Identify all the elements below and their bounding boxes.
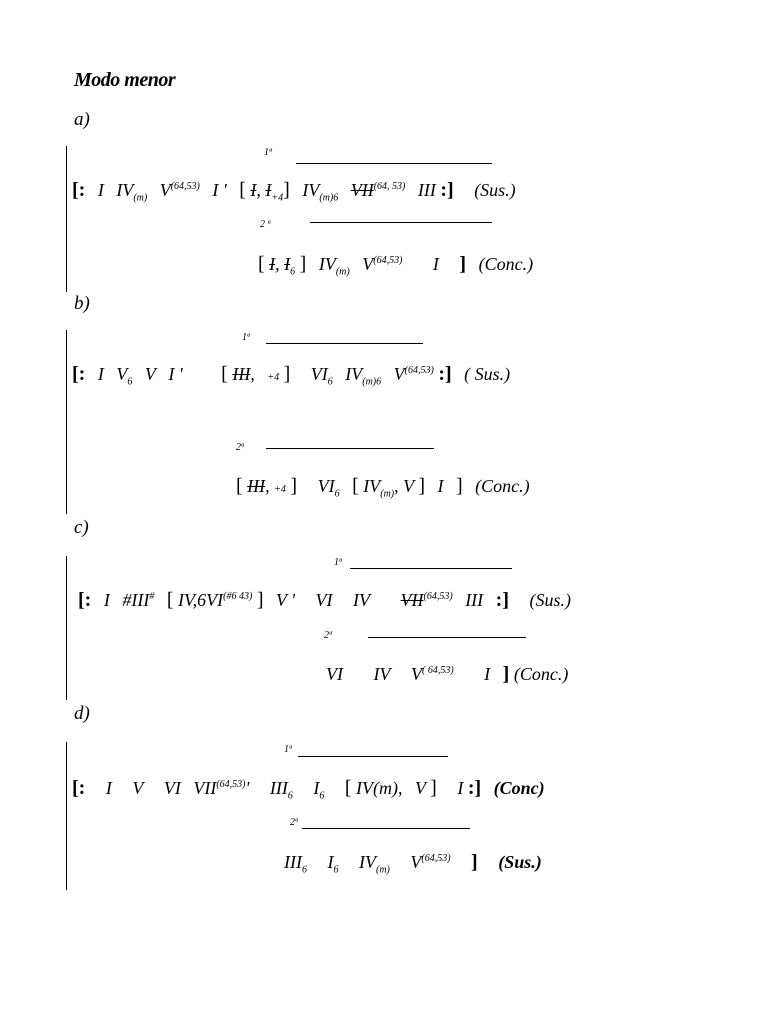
chord-struck: I (269, 254, 276, 274)
figure: 6 (290, 266, 296, 278)
figure: 6 (333, 864, 339, 876)
figure: ( 64,53) (422, 665, 454, 676)
chord: I (484, 664, 491, 684)
first-ending-mark-c: 1ª (334, 557, 342, 568)
figure: 6 (334, 488, 340, 500)
bracket: [ (236, 475, 243, 497)
chord: V ' (276, 590, 296, 610)
bracket: ] (502, 663, 510, 685)
bracket: ] (299, 253, 307, 275)
section-label-c: c) (74, 517, 89, 538)
chord: V (116, 364, 128, 384)
chord: III (417, 180, 436, 200)
section-bar-b (66, 330, 67, 514)
chord: III (284, 852, 302, 872)
ending-type: (Conc.) (513, 664, 569, 684)
chord: IV (373, 664, 391, 684)
chord: IV (116, 180, 134, 200)
repeat-close: :] (438, 363, 452, 385)
second-ending-line-c (368, 637, 526, 638)
figure: (64,53) (216, 779, 246, 790)
bracket: ] (256, 589, 264, 611)
first-ending-line-b (266, 343, 423, 344)
figure: 6 (127, 376, 133, 388)
progression-d-second (284, 852, 542, 876)
figure: (m) (375, 864, 390, 876)
chord: III (269, 778, 288, 798)
repeat-close: :] (440, 179, 454, 201)
repeat-close: :] (495, 589, 509, 611)
figure: 6 (319, 790, 325, 802)
chord-struck: VII (350, 180, 374, 200)
chord: VI (315, 590, 333, 610)
chord: VI (326, 664, 343, 684)
chord: V (411, 664, 422, 684)
ending-type: (Sus.) (529, 590, 571, 610)
ending-type: (Sus.) (474, 180, 516, 200)
second-ending-mark-d: 2ª (290, 817, 298, 828)
chord: V (362, 254, 374, 274)
chord: V (159, 180, 171, 200)
figure: (m) (380, 488, 395, 500)
chord: V (403, 476, 414, 496)
chord: I (432, 254, 439, 274)
progression-b-main (72, 364, 510, 388)
figure: 6 (301, 864, 307, 876)
figure: (m) (373, 778, 398, 798)
chord: V (393, 364, 405, 384)
second-ending-line-a (310, 222, 492, 223)
chord: #III (122, 590, 150, 610)
progression-d-main (72, 778, 545, 802)
bracket: [ (352, 475, 359, 497)
progression-a-main (72, 180, 516, 204)
page-title: Modo menor (74, 69, 176, 91)
chord: 6VI (197, 590, 224, 610)
section-bar-d (66, 742, 67, 890)
figure: (64, 53) (373, 181, 406, 192)
first-ending-line-c (350, 568, 512, 569)
bracket: ] (430, 777, 437, 799)
first-ending-mark-b: 1ª (242, 332, 250, 343)
figure: 6 (327, 376, 333, 388)
bracket: [ (239, 179, 246, 201)
repeat-close: :] (467, 777, 482, 799)
bracket: ] (471, 851, 478, 873)
second-ending-line-d (302, 828, 470, 829)
chord: V (410, 852, 422, 872)
separator: , (265, 476, 270, 496)
second-ending-mark-a: 2 ª (260, 219, 271, 230)
ending-type: ( Sus.) (464, 364, 511, 384)
figure: # (149, 591, 155, 602)
chord: IV (356, 778, 373, 798)
chord: III (465, 590, 484, 610)
figure: ' (245, 778, 250, 798)
chord-struck: III (247, 476, 266, 496)
bracket: ] (283, 179, 290, 201)
chord: IV (318, 254, 336, 274)
separator: , (275, 254, 280, 274)
chord: V (415, 778, 426, 798)
figure: (m) (133, 192, 148, 204)
ending-type: (Sus.) (498, 852, 542, 872)
bracket: [ (221, 363, 228, 385)
chord: I (313, 778, 320, 798)
chord: I (97, 180, 104, 200)
figure: (m)6 (319, 192, 339, 204)
figure: (64,53) (170, 181, 200, 192)
separator: , (398, 778, 403, 798)
bracket: [ (258, 253, 265, 275)
figure: (64,53) (423, 591, 453, 602)
progression-c-main (78, 590, 571, 610)
chord-struck: VII (400, 590, 424, 610)
bracket: [ (344, 777, 352, 799)
chord-struck: I (250, 180, 257, 200)
repeat-open: [: (72, 777, 86, 799)
section-label-a: a) (74, 109, 90, 130)
bracket: ] (455, 475, 463, 497)
progression-a-second (258, 254, 533, 278)
progression-b-second (236, 476, 530, 500)
chord: IV (345, 364, 363, 384)
repeat-open: [: (72, 363, 86, 385)
ending-type: (Conc.) (478, 254, 534, 274)
figure: (64,53) (373, 255, 403, 266)
repeat-open: [: (72, 179, 86, 201)
chord: I (105, 778, 112, 798)
figure: (m)6 (362, 376, 382, 388)
chord: V (132, 778, 144, 798)
section-label-b: b) (74, 293, 90, 314)
chord: I (327, 852, 334, 872)
chord: VI (317, 476, 335, 496)
chord: IV (353, 590, 371, 610)
first-ending-mark-a: 1ª (264, 147, 272, 158)
ending-type: (Conc.) (475, 476, 530, 496)
chord: I ' (168, 364, 183, 384)
chord-struck: I (284, 254, 291, 274)
chord-struck: III (232, 364, 251, 384)
chord: I (103, 590, 110, 610)
repeat-open: [: (78, 589, 92, 611)
second-ending-mark-b: 2ª (236, 442, 244, 453)
figure: 6 (287, 790, 293, 802)
figure: +4 (274, 484, 286, 495)
bracket: [ (166, 589, 174, 611)
figure: +4 (267, 372, 280, 383)
chord: I (437, 476, 444, 496)
figure: (64,53) (404, 365, 434, 376)
progression-c-second (326, 664, 568, 684)
bracket: ] (283, 363, 291, 385)
ending-type: (Conc) (493, 778, 545, 798)
chord: VI (310, 364, 328, 384)
second-ending-mark-c: 2ª (324, 630, 332, 641)
bracket: ] (418, 475, 425, 497)
chord: IV (302, 180, 320, 200)
chord: IV (177, 590, 193, 610)
figure: (m) (335, 266, 350, 278)
separator: , (250, 364, 255, 384)
chord: VII (193, 778, 217, 798)
chord: I (97, 364, 104, 384)
chord: I ' (212, 180, 227, 200)
figure: (#6 43) (223, 591, 253, 602)
figure: (64,53) (421, 853, 451, 864)
separator: , (394, 476, 399, 496)
chord: VI (163, 778, 181, 798)
first-ending-mark-d: 1ª (284, 744, 292, 755)
section-bar-a (66, 146, 67, 292)
first-ending-line-d (298, 756, 448, 757)
section-bar-c (66, 556, 67, 700)
figure: +4 (271, 192, 284, 204)
chord: IV (358, 852, 376, 872)
first-ending-line-a (296, 163, 492, 164)
chord-struck: I (265, 180, 272, 200)
second-ending-line-b (266, 448, 434, 449)
section-label-d: d) (74, 703, 90, 724)
separator: , (256, 180, 261, 200)
separator: , (192, 590, 198, 610)
bracket: ] (459, 253, 467, 275)
bracket: ] (290, 475, 298, 497)
chord: I (457, 778, 464, 798)
chord: IV (363, 476, 381, 496)
chord: V (144, 364, 156, 384)
